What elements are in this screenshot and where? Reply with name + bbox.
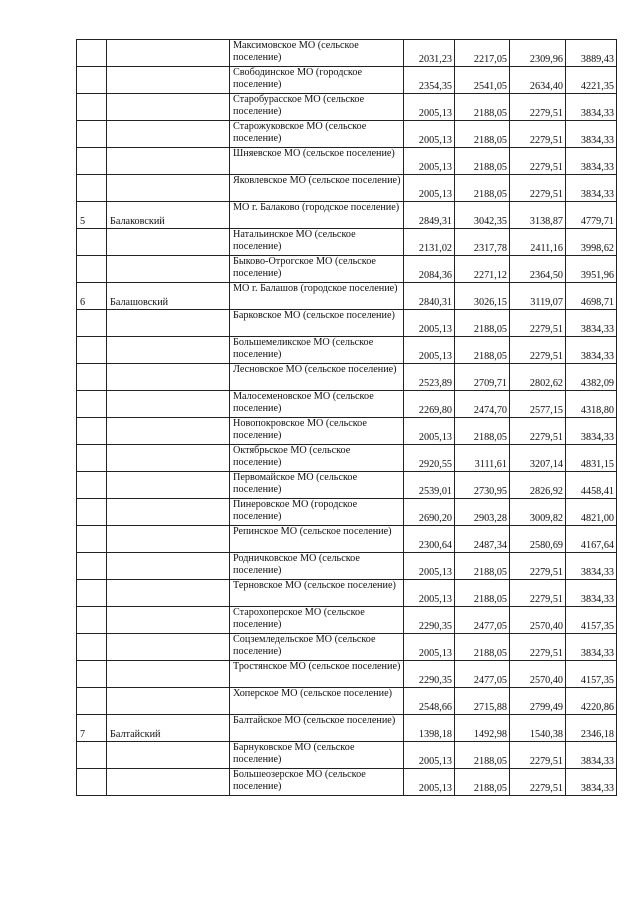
table-body — [77, 40, 617, 796]
value-cell-1: 2005,13 — [404, 310, 455, 337]
value-cell-2: 3042,35 — [455, 202, 510, 229]
row-number-cell — [77, 94, 107, 121]
value-cell-3: 2279,51 — [510, 634, 566, 661]
value-cell-3: 2279,51 — [510, 337, 566, 364]
table-row — [77, 553, 617, 580]
row-number-cell — [77, 148, 107, 175]
district-cell — [107, 580, 230, 607]
value-cell-4: 4157,35 — [566, 661, 617, 688]
value-cell-4: 4221,35 — [566, 67, 617, 94]
value-cell-2: 2188,05 — [455, 580, 510, 607]
value-cell-3: 2580,69 — [510, 526, 566, 553]
row-number-cell — [77, 364, 107, 391]
district-cell — [107, 661, 230, 688]
district-cell — [107, 634, 230, 661]
municipality-cell: МО г. Балаково (городское поселение) — [230, 202, 404, 229]
municipality-cell: Старохоперское МО (сельское поселение) — [230, 607, 404, 634]
municipality-cell: Соцземледельское МО (сельское поселение) — [230, 634, 404, 661]
municipality-cell: Лесновское МО (сельское поселение) — [230, 364, 404, 391]
value-cell-4: 4779,71 — [566, 202, 617, 229]
table-row — [77, 40, 617, 67]
value-cell-1: 2290,35 — [404, 607, 455, 634]
municipality-cell: Свободинское МО (городское поселение) — [230, 67, 404, 94]
value-cell-2: 2477,05 — [455, 607, 510, 634]
district-cell — [107, 310, 230, 337]
value-cell-1: 2084,36 — [404, 256, 455, 283]
value-cell-2: 2188,05 — [455, 310, 510, 337]
table-row — [77, 472, 617, 499]
row-number-cell — [77, 526, 107, 553]
district-cell — [107, 94, 230, 121]
value-cell-4: 3834,33 — [566, 418, 617, 445]
district-cell — [107, 688, 230, 715]
row-number-cell — [77, 337, 107, 364]
value-cell-4: 4220,86 — [566, 688, 617, 715]
value-cell-3: 2411,16 — [510, 229, 566, 256]
value-cell-1: 2031,23 — [404, 40, 455, 67]
table-row — [77, 283, 617, 310]
value-cell-2: 2188,05 — [455, 121, 510, 148]
value-cell-3: 3119,07 — [510, 283, 566, 310]
value-cell-3: 2802,62 — [510, 364, 566, 391]
row-number-cell — [77, 310, 107, 337]
district-cell — [107, 67, 230, 94]
value-cell-4: 3834,33 — [566, 148, 617, 175]
value-cell-4: 4698,71 — [566, 283, 617, 310]
row-number-cell — [77, 445, 107, 472]
value-cell-2: 2188,05 — [455, 148, 510, 175]
value-cell-4: 4821,00 — [566, 499, 617, 526]
municipality-cell: Максимовское МО (сельское поселение) — [230, 40, 404, 67]
value-cell-3: 2570,40 — [510, 607, 566, 634]
table-row — [77, 418, 617, 445]
municipality-cell: Яковлевское МО (сельское поселение) — [230, 175, 404, 202]
value-cell-1: 2849,31 — [404, 202, 455, 229]
value-cell-4: 3834,33 — [566, 742, 617, 769]
value-cell-2: 2188,05 — [455, 418, 510, 445]
value-cell-3: 2279,51 — [510, 175, 566, 202]
table-row — [77, 202, 617, 229]
district-cell — [107, 742, 230, 769]
value-cell-1: 2005,13 — [404, 175, 455, 202]
table-row — [77, 391, 617, 418]
value-cell-2: 3111,61 — [455, 445, 510, 472]
row-number-cell — [77, 580, 107, 607]
value-cell-2: 2477,05 — [455, 661, 510, 688]
value-cell-2: 2188,05 — [455, 769, 510, 796]
row-number-cell — [77, 472, 107, 499]
value-cell-2: 2730,95 — [455, 472, 510, 499]
row-number-cell — [77, 661, 107, 688]
row-number-cell — [77, 67, 107, 94]
value-cell-3: 2279,51 — [510, 553, 566, 580]
municipality-cell: Старобурасское МО (сельское поселение) — [230, 94, 404, 121]
row-number-cell — [77, 769, 107, 796]
value-cell-1: 2005,13 — [404, 634, 455, 661]
value-cell-3: 3009,82 — [510, 499, 566, 526]
value-cell-1: 2005,13 — [404, 94, 455, 121]
value-cell-4: 3834,33 — [566, 175, 617, 202]
row-number-cell — [77, 256, 107, 283]
table-row — [77, 94, 617, 121]
municipality-cell: Балтайское МО (сельское поселение) — [230, 715, 404, 742]
value-cell-4: 4831,15 — [566, 445, 617, 472]
district-cell — [107, 175, 230, 202]
table-row — [77, 229, 617, 256]
row-number-cell — [77, 391, 107, 418]
row-number-cell — [77, 418, 107, 445]
row-number-cell — [77, 688, 107, 715]
value-cell-3: 2634,40 — [510, 67, 566, 94]
district-cell: Балаковский — [107, 202, 230, 229]
table-row — [77, 121, 617, 148]
value-cell-3: 2279,51 — [510, 148, 566, 175]
row-number-cell: 7 — [77, 715, 107, 742]
municipality-cell: Репинское МО (сельское поселение) — [230, 526, 404, 553]
value-cell-3: 2364,50 — [510, 256, 566, 283]
table-row — [77, 337, 617, 364]
value-cell-4: 2346,18 — [566, 715, 617, 742]
value-cell-1: 2005,13 — [404, 553, 455, 580]
value-cell-2: 2709,71 — [455, 364, 510, 391]
district-cell — [107, 40, 230, 67]
value-cell-4: 4382,09 — [566, 364, 617, 391]
value-cell-1: 2354,35 — [404, 67, 455, 94]
municipality-cell: Новопокровское МО (сельское поселение) — [230, 418, 404, 445]
value-cell-2: 2188,05 — [455, 337, 510, 364]
value-cell-2: 2903,28 — [455, 499, 510, 526]
district-cell: Балтайский — [107, 715, 230, 742]
table-row — [77, 688, 617, 715]
district-cell — [107, 364, 230, 391]
table-row — [77, 580, 617, 607]
table-row — [77, 769, 617, 796]
table-row — [77, 742, 617, 769]
table-row — [77, 310, 617, 337]
row-number-cell — [77, 499, 107, 526]
value-cell-4: 3889,43 — [566, 40, 617, 67]
value-cell-4: 4167,64 — [566, 526, 617, 553]
value-cell-2: 2541,05 — [455, 67, 510, 94]
value-cell-3: 1540,38 — [510, 715, 566, 742]
value-cell-2: 2715,88 — [455, 688, 510, 715]
value-cell-1: 2539,01 — [404, 472, 455, 499]
municipality-cell: Старожуковское МО (сельское поселение) — [230, 121, 404, 148]
row-number-cell — [77, 229, 107, 256]
value-cell-1: 2269,80 — [404, 391, 455, 418]
row-number-cell — [77, 175, 107, 202]
value-cell-1: 2005,13 — [404, 769, 455, 796]
municipality-cell: МО г. Балашов (городское поселение) — [230, 283, 404, 310]
value-cell-2: 2188,05 — [455, 553, 510, 580]
value-cell-2: 1492,98 — [455, 715, 510, 742]
municipality-cell: Большеозерское МО (сельское поселение) — [230, 769, 404, 796]
value-cell-1: 2840,31 — [404, 283, 455, 310]
value-cell-2: 2217,05 — [455, 40, 510, 67]
value-cell-3: 2279,51 — [510, 310, 566, 337]
value-cell-3: 2279,51 — [510, 121, 566, 148]
value-cell-4: 3834,33 — [566, 121, 617, 148]
value-cell-1: 2005,13 — [404, 580, 455, 607]
table-row — [77, 634, 617, 661]
value-cell-2: 2188,05 — [455, 94, 510, 121]
value-cell-4: 3834,33 — [566, 310, 617, 337]
municipality-cell: Барнуковское МО (сельское поселение) — [230, 742, 404, 769]
value-cell-3: 2279,51 — [510, 742, 566, 769]
value-cell-4: 3998,62 — [566, 229, 617, 256]
value-cell-3: 3207,14 — [510, 445, 566, 472]
municipality-cell: Большемеликское МО (сельское поселение) — [230, 337, 404, 364]
table-row — [77, 148, 617, 175]
value-cell-3: 2570,40 — [510, 661, 566, 688]
value-cell-3: 2577,15 — [510, 391, 566, 418]
row-number-cell — [77, 607, 107, 634]
value-cell-1: 2005,13 — [404, 742, 455, 769]
row-number-cell — [77, 553, 107, 580]
value-cell-1: 2290,35 — [404, 661, 455, 688]
district-cell — [107, 445, 230, 472]
district-cell — [107, 391, 230, 418]
table-row — [77, 364, 617, 391]
value-cell-4: 3951,96 — [566, 256, 617, 283]
value-cell-1: 2300,64 — [404, 526, 455, 553]
table-row — [77, 445, 617, 472]
district-cell — [107, 418, 230, 445]
value-cell-4: 3834,33 — [566, 553, 617, 580]
table-row — [77, 67, 617, 94]
value-cell-1: 2005,13 — [404, 337, 455, 364]
value-cell-1: 2005,13 — [404, 148, 455, 175]
district-cell — [107, 553, 230, 580]
municipality-cell: Быково-Отрогское МО (сельское поселение) — [230, 256, 404, 283]
table-row — [77, 715, 617, 742]
value-cell-2: 2317,78 — [455, 229, 510, 256]
row-number-cell — [77, 121, 107, 148]
table-row — [77, 526, 617, 553]
value-cell-3: 2279,51 — [510, 94, 566, 121]
table-row — [77, 256, 617, 283]
value-cell-2: 2188,05 — [455, 634, 510, 661]
row-number-cell — [77, 634, 107, 661]
value-cell-3: 2799,49 — [510, 688, 566, 715]
municipality-cell: Малосеменовское МО (сельское поселение) — [230, 391, 404, 418]
municipality-cell: Пинеровское МО (городское поселение) — [230, 499, 404, 526]
value-cell-1: 2131,02 — [404, 229, 455, 256]
table-row — [77, 661, 617, 688]
value-cell-4: 3834,33 — [566, 94, 617, 121]
table-row — [77, 607, 617, 634]
value-cell-4: 4318,80 — [566, 391, 617, 418]
value-cell-1: 2690,20 — [404, 499, 455, 526]
municipality-cell: Первомайское МО (сельское поселение) — [230, 472, 404, 499]
value-cell-2: 2188,05 — [455, 742, 510, 769]
district-cell — [107, 229, 230, 256]
municipality-cell: Тростянское МО (сельское поселение) — [230, 661, 404, 688]
municipality-cell: Октябрьское МО (сельское поселение) — [230, 445, 404, 472]
table-row — [77, 499, 617, 526]
value-cell-1: 2005,13 — [404, 121, 455, 148]
district-cell — [107, 769, 230, 796]
value-cell-3: 2279,51 — [510, 769, 566, 796]
municipality-cell: Родничковское МО (сельское поселение) — [230, 553, 404, 580]
tariff-table — [76, 39, 617, 796]
district-cell — [107, 121, 230, 148]
district-cell — [107, 499, 230, 526]
district-cell — [107, 337, 230, 364]
municipality-cell: Барковское МО (сельское поселение) — [230, 310, 404, 337]
municipality-cell: Шняевское МО (сельское поселение) — [230, 148, 404, 175]
district-cell — [107, 256, 230, 283]
municipality-cell: Натальинское МО (сельское поселение) — [230, 229, 404, 256]
value-cell-4: 4458,41 — [566, 472, 617, 499]
value-cell-1: 2548,66 — [404, 688, 455, 715]
municipality-cell: Хоперское МО (сельское поселение) — [230, 688, 404, 715]
value-cell-3: 2279,51 — [510, 580, 566, 607]
value-cell-1: 2523,89 — [404, 364, 455, 391]
value-cell-3: 2309,96 — [510, 40, 566, 67]
district-cell — [107, 526, 230, 553]
value-cell-3: 2279,51 — [510, 418, 566, 445]
row-number-cell — [77, 40, 107, 67]
value-cell-1: 2005,13 — [404, 418, 455, 445]
district-cell — [107, 148, 230, 175]
row-number-cell — [77, 742, 107, 769]
value-cell-2: 3026,15 — [455, 283, 510, 310]
value-cell-1: 1398,18 — [404, 715, 455, 742]
value-cell-4: 3834,33 — [566, 337, 617, 364]
row-number-cell: 5 — [77, 202, 107, 229]
value-cell-4: 3834,33 — [566, 769, 617, 796]
table-row — [77, 175, 617, 202]
municipality-cell: Терновское МО (сельское поселение) — [230, 580, 404, 607]
value-cell-2: 2474,70 — [455, 391, 510, 418]
value-cell-1: 2920,55 — [404, 445, 455, 472]
value-cell-4: 3834,33 — [566, 634, 617, 661]
value-cell-4: 4157,35 — [566, 607, 617, 634]
row-number-cell: 6 — [77, 283, 107, 310]
value-cell-2: 2487,34 — [455, 526, 510, 553]
district-cell: Балашовский — [107, 283, 230, 310]
value-cell-4: 3834,33 — [566, 580, 617, 607]
district-cell — [107, 472, 230, 499]
district-cell — [107, 607, 230, 634]
value-cell-3: 2826,92 — [510, 472, 566, 499]
value-cell-3: 3138,87 — [510, 202, 566, 229]
value-cell-2: 2188,05 — [455, 175, 510, 202]
value-cell-2: 2271,12 — [455, 256, 510, 283]
